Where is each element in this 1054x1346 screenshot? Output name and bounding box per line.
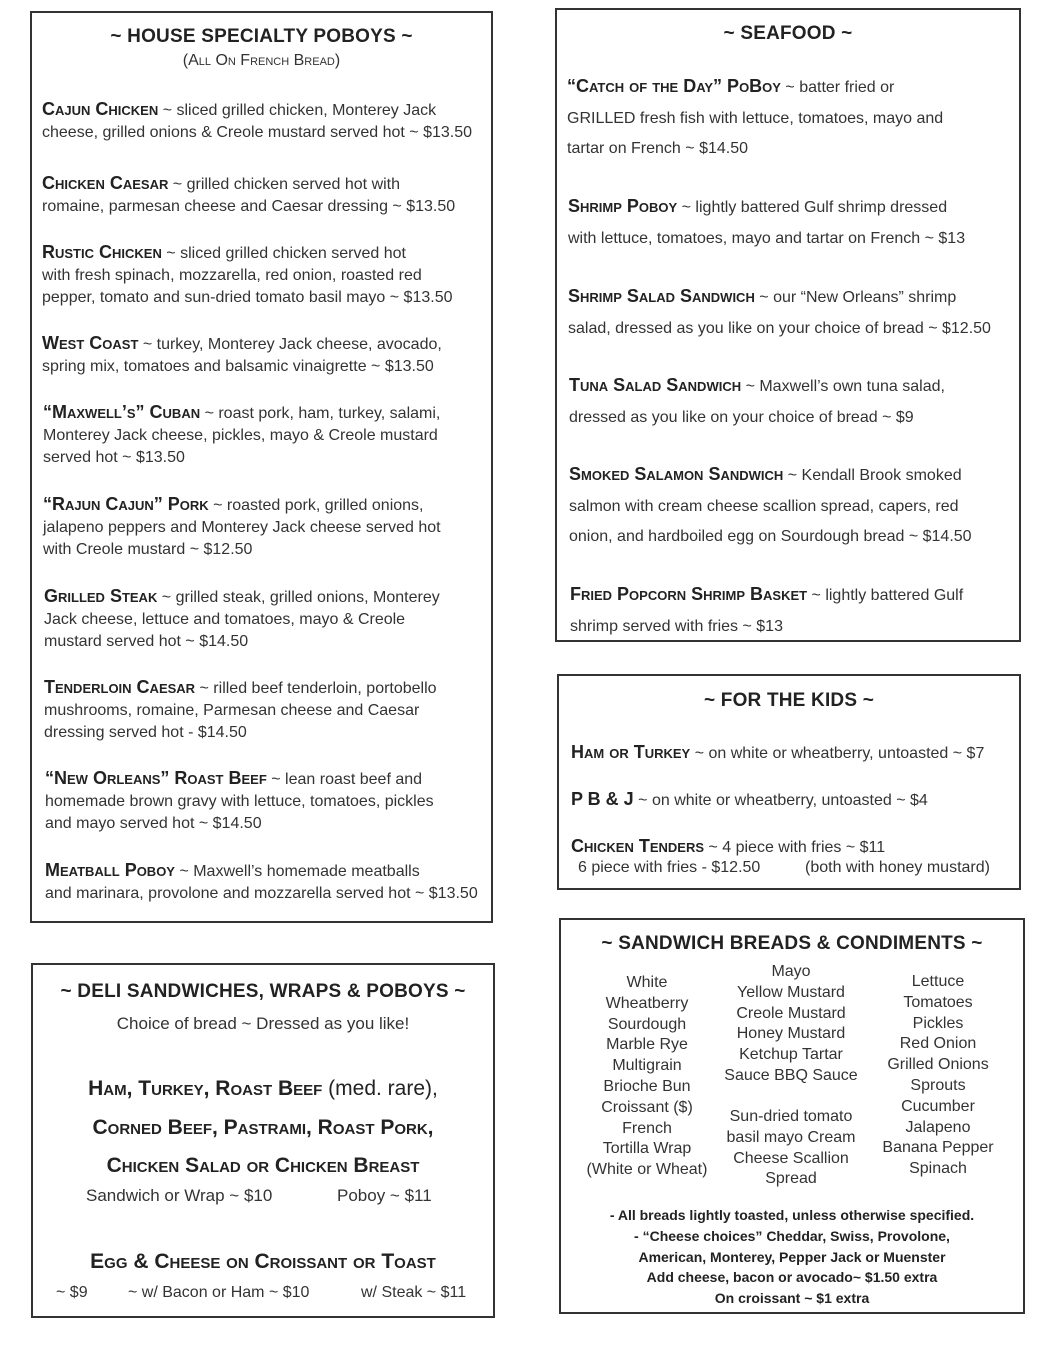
item-desc: with Creole mustard ~ $12.50 xyxy=(43,541,253,558)
item-desc: ~ roast pork, ham, turkey, salami, xyxy=(204,405,441,422)
menu-item xyxy=(571,788,928,812)
menu-item xyxy=(43,401,440,469)
sauce-item: Creole Mustard xyxy=(736,1004,846,1022)
topping-list xyxy=(873,972,1003,1180)
menu-item xyxy=(42,98,472,144)
item-desc: ~ Kendall Brook smoked xyxy=(787,467,962,484)
deli-meats-bold: Ham, Turkey, Roast Beef xyxy=(88,1077,323,1100)
menu-item xyxy=(45,859,478,905)
menu-item xyxy=(568,281,991,344)
bread-item: Sourdough xyxy=(607,1015,687,1033)
topping-item: Grilled Onions xyxy=(887,1056,989,1074)
bread-list xyxy=(581,973,713,1181)
breads-condiments-section xyxy=(559,918,1025,1314)
poboy-price: Poboy ~ $11 xyxy=(337,1186,432,1205)
item-desc: with lettuce, tomatoes, mayo and tartar on French ~ $13 xyxy=(568,229,966,247)
menu-item xyxy=(43,493,441,561)
spread-item: basil mayo Cream xyxy=(726,1128,856,1146)
bread-item: White xyxy=(626,974,668,991)
item-name: West Coast xyxy=(42,333,139,353)
item-name: Ham or Turkey xyxy=(571,742,691,762)
item-desc: Monterey Jack cheese, pickles, mayo & Creole mustard xyxy=(43,427,438,444)
bread-item: Croissant ($) xyxy=(601,1098,693,1116)
item-name: Shrimp Salad Sandwich xyxy=(568,286,755,306)
item-name: Smoked Salamon Sandwich xyxy=(569,464,784,484)
item-name: Shrimp Poboy xyxy=(568,196,678,216)
item-desc: spring mix, tomatoes and balsamic vinaigrette ~ $13.50 xyxy=(42,358,434,375)
item-desc: served hot ~ $13.50 xyxy=(43,449,185,466)
section-subtitle: Choice of bread ~ Dressed as you like! xyxy=(116,1014,410,1033)
item-name: P B & J xyxy=(571,789,634,809)
topping-item: Red Onion xyxy=(899,1035,977,1053)
topping-item: Banana Pepper xyxy=(882,1139,994,1157)
item-desc: homemade brown gravy with lettuce, tomatoes, pickles xyxy=(45,793,434,810)
deli-meats-note: (med. rare), xyxy=(328,1077,438,1100)
menu-item xyxy=(569,370,945,433)
note-line: - “Cheese choices” Cheddar, Swiss, Provolone, xyxy=(634,1227,950,1244)
item-name: Meatball Poboy xyxy=(45,860,175,880)
bread-item: (White or Wheat) xyxy=(586,1161,708,1179)
topping-item: Pickles xyxy=(912,1014,964,1032)
item-desc: ~ our “New Orleans” shrimp xyxy=(759,289,957,306)
item-desc: tartar on French ~ $14.50 xyxy=(567,140,748,157)
menu-item xyxy=(571,835,885,859)
spread-item: Spread xyxy=(765,1170,817,1188)
item-desc: ~ batter fried or xyxy=(785,79,895,96)
sauce-list xyxy=(721,962,861,1087)
item-desc: (both with honey mustard) xyxy=(805,859,990,876)
item-desc: ~ sliced grilled chicken, Monterey Jack xyxy=(162,102,437,119)
egg-cheese-title: Egg & Cheese on Croissant or Toast xyxy=(90,1250,436,1273)
deli-meats-line-2: Corned Beef, Pastrami, Roast Pork, xyxy=(92,1116,434,1139)
house-specialty-poboys-section xyxy=(30,11,493,923)
bread-item: French xyxy=(622,1119,672,1137)
item-desc: and marinara, provolone and mozzarella served hot ~ $13.50 xyxy=(45,885,478,902)
spread-list xyxy=(721,1107,861,1190)
item-name: Tenderloin Caesar xyxy=(44,677,196,697)
item-desc: ~ Maxwell’s homemade meatballs xyxy=(179,863,420,880)
item-name: “New Orleans” Roast Beef xyxy=(45,768,267,788)
item-desc: ~ sliced grilled chicken served hot xyxy=(166,245,406,262)
section-title: ~ SANDWICH BREADS & CONDIMENTS ~ xyxy=(601,933,983,954)
item-name: “Catch of the Day” PoBoy xyxy=(567,76,781,96)
item-desc: and mayo served hot ~ $14.50 xyxy=(45,815,262,832)
menu-item xyxy=(42,332,442,378)
sauce-item: Ketchup Tartar xyxy=(739,1046,843,1064)
item-desc: GRILLED fresh fish with lettuce, tomatoes, mayo and xyxy=(567,109,944,127)
spread-item: Sun-dried tomato xyxy=(729,1108,853,1125)
section-title: ~ FOR THE KIDS ~ xyxy=(703,690,874,711)
bread-item: Marble Rye xyxy=(606,1036,688,1054)
item-name: “Maxwell’s” Cuban xyxy=(43,402,201,422)
topping-item: Cucumber xyxy=(901,1097,975,1115)
item-desc: romaine, parmesan cheese and Caesar dressing ~ $13.50 xyxy=(42,198,456,215)
item-desc: ~ on white or wheatberry, untoasted ~ $4 xyxy=(638,792,928,809)
sauce-item: Yellow Mustard xyxy=(737,983,845,1001)
egg-price-steak: w/ Steak ~ $11 xyxy=(361,1284,467,1301)
item-desc: ~ rilled beef tenderloin, portobello xyxy=(199,680,437,697)
menu-item xyxy=(567,71,943,165)
seafood-section xyxy=(555,8,1021,642)
section-title: ~ HOUSE SPECIALTY POBOYS ~ xyxy=(110,26,413,47)
item-desc: jalapeno peppers and Monterey Jack cheese served hot xyxy=(43,519,441,536)
item-desc: dressed as you like on your choice of bread ~ $9 xyxy=(569,408,914,426)
note-line: American, Monterey, Pepper Jack or Muenster xyxy=(638,1248,946,1265)
item-desc: dressing served hot - $14.50 xyxy=(44,724,247,741)
item-desc: ~ grilled chicken served hot with xyxy=(172,176,401,193)
topping-item: Spinach xyxy=(909,1160,967,1178)
bread-item: Multigrain xyxy=(612,1057,682,1075)
topping-item: Jalapeno xyxy=(905,1118,971,1136)
item-desc: cheese, grilled onions & Creole mustard served hot ~ $13.50 xyxy=(42,124,473,141)
item-desc: ~ lightly battered Gulf xyxy=(811,587,964,604)
item-name: Cajun Chicken xyxy=(42,99,159,119)
item-desc: ~ grilled steak, grilled onions, Monterey xyxy=(161,589,440,606)
bread-item: Wheatberry xyxy=(605,994,689,1012)
item-desc: with fresh spinach, mozzarella, red onion, roasted red xyxy=(42,267,422,284)
menu-item xyxy=(44,676,437,744)
sauce-item: Mayo xyxy=(771,963,811,980)
item-desc: onion, and hardboiled egg on Sourdough bread ~ $14.50 xyxy=(569,528,972,545)
topping-item: Lettuce xyxy=(911,973,965,990)
item-desc: mustard served hot ~ $14.50 xyxy=(44,633,249,650)
bread-item: Brioche Bun xyxy=(603,1077,691,1095)
menu-item xyxy=(570,579,963,642)
item-desc: ~ 4 piece with fries ~ $11 xyxy=(708,839,886,856)
note-line: - All breads lightly toasted, unless otherwise specified. xyxy=(609,1207,975,1223)
deli-meats-line-1 xyxy=(33,1077,493,1101)
item-name: Fried Popcorn Shrimp Basket xyxy=(570,584,808,604)
item-desc: mushrooms, romaine, Parmesan cheese and Caesar xyxy=(44,702,420,719)
menu-item xyxy=(44,585,440,653)
topping-item: Sprouts xyxy=(910,1076,966,1094)
section-title: ~ DELI SANDWICHES, WRAPS & POBOYS ~ xyxy=(60,981,466,1002)
item-name: Chicken Caesar xyxy=(42,173,169,193)
item-desc: Jack cheese, lettuce and tomatoes, mayo & Creole xyxy=(44,611,406,628)
spread-item: Cheese Scallion xyxy=(733,1149,849,1167)
item-desc: 6 piece with fries - $12.50 xyxy=(578,859,761,876)
item-name: “Rajun Cajun” Pork xyxy=(43,494,209,514)
item-desc: salmon with cream cheese scallion spread, capers, red xyxy=(569,497,959,515)
item-name: Grilled Steak xyxy=(44,586,158,606)
menu-item xyxy=(571,741,984,765)
note-line: Add cheese, bacon or avocado~ $1.50 extra xyxy=(646,1269,938,1286)
item-desc: shrimp served with fries ~ $13 xyxy=(570,617,783,635)
sauce-item: Sauce BBQ Sauce xyxy=(724,1066,858,1084)
item-desc: ~ on white or wheatberry, untoasted ~ $7 xyxy=(694,745,985,762)
item-desc: ~ lightly battered Gulf shrimp dressed xyxy=(681,199,948,216)
menu-item xyxy=(42,172,455,218)
section-subtitle: (All On French Bread) xyxy=(182,52,341,69)
item-desc: ~ roasted pork, grilled onions, xyxy=(213,497,424,514)
item-desc: salad, dressed as you like on your choice of bread ~ $12.50 xyxy=(568,319,991,337)
item-desc: ~ Maxwell’s own tuna salad, xyxy=(745,378,945,395)
item-desc: pepper, tomato and sun-dried tomato basil mayo ~ $13.50 xyxy=(42,289,453,306)
menu-item xyxy=(45,767,434,835)
item-name: Chicken Tenders xyxy=(571,836,705,856)
item-desc: ~ lean roast beef and xyxy=(271,771,423,788)
deli-meats-line-3: Chicken Salad or Chicken Breast xyxy=(106,1154,420,1177)
bread-item: Tortilla Wrap xyxy=(602,1140,692,1158)
item-name: Rustic Chicken xyxy=(42,242,162,262)
menu-item xyxy=(569,459,972,553)
item-desc: ~ turkey, Monterey Jack cheese, avocado, xyxy=(142,336,442,353)
menu-item xyxy=(568,191,965,254)
egg-price-plain: ~ $9 xyxy=(56,1284,88,1301)
note-line: On croissant ~ $1 extra xyxy=(714,1290,870,1307)
section-title: ~ SEAFOOD ~ xyxy=(723,23,853,44)
sauce-item: Honey Mustard xyxy=(736,1025,846,1043)
sandwich-wrap-price: Sandwich or Wrap ~ $10 xyxy=(86,1186,273,1205)
topping-item: Tomatoes xyxy=(903,993,973,1011)
item-name: Tuna Salad Sandwich xyxy=(569,375,742,395)
egg-price-bacon-ham: ~ w/ Bacon or Ham ~ $10 xyxy=(128,1284,310,1301)
bread-notes xyxy=(561,1205,1023,1309)
menu-item xyxy=(42,241,452,309)
for-the-kids-section xyxy=(557,674,1021,890)
deli-sandwiches-section xyxy=(31,963,495,1318)
